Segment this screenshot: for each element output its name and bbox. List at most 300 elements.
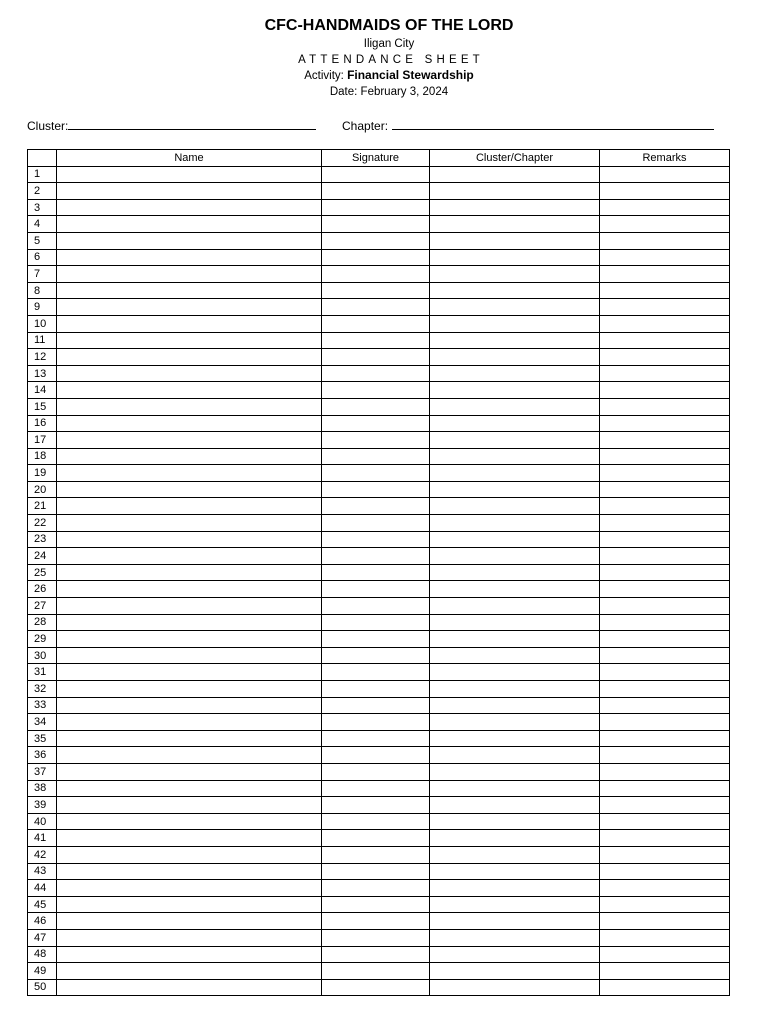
name-cell[interactable] xyxy=(57,232,322,249)
row-number: 8 xyxy=(28,282,57,299)
name-cell[interactable] xyxy=(57,315,322,332)
cluster-field xyxy=(27,117,316,133)
row-number: 14 xyxy=(28,382,57,399)
remarks-cell[interactable] xyxy=(600,697,730,714)
name-cell[interactable] xyxy=(57,681,322,698)
cluster-chapter-cell[interactable] xyxy=(430,963,600,980)
table-header-row xyxy=(28,150,730,167)
cluster-chapter-cell[interactable] xyxy=(430,299,600,316)
remarks-cell[interactable] xyxy=(600,432,730,449)
table-row xyxy=(28,697,730,714)
cluster-chapter-cell[interactable] xyxy=(430,681,600,698)
row-number: 40 xyxy=(28,813,57,830)
table-row xyxy=(28,963,730,980)
remarks-cell[interactable] xyxy=(600,448,730,465)
signature-cell[interactable] xyxy=(322,531,430,548)
cluster-chapter-cell[interactable] xyxy=(430,349,600,366)
remarks-cell[interactable] xyxy=(600,564,730,581)
name-cell[interactable] xyxy=(57,763,322,780)
name-cell[interactable] xyxy=(57,266,322,283)
table-row xyxy=(28,714,730,731)
signature-cell[interactable] xyxy=(322,780,430,797)
cluster-chapter-cell[interactable] xyxy=(430,763,600,780)
name-cell[interactable] xyxy=(57,432,322,449)
signature-cell[interactable] xyxy=(322,299,430,316)
row-number: 5 xyxy=(28,232,57,249)
cluster-chapter-cell[interactable] xyxy=(430,465,600,482)
cluster-chapter-cell[interactable] xyxy=(430,647,600,664)
table-row xyxy=(28,232,730,249)
name-cell[interactable] xyxy=(57,946,322,963)
table-row xyxy=(28,183,730,200)
table-row xyxy=(28,299,730,316)
signature-cell[interactable] xyxy=(322,332,430,349)
table-row xyxy=(28,896,730,913)
signature-cell[interactable] xyxy=(322,498,430,515)
cluster-chapter-cell[interactable] xyxy=(430,199,600,216)
row-number: 16 xyxy=(28,415,57,432)
row-number: 22 xyxy=(28,515,57,532)
cluster-chapter-cell[interactable] xyxy=(430,282,600,299)
cluster-chapter-cell[interactable] xyxy=(430,183,600,200)
cluster-chapter-cell[interactable] xyxy=(430,797,600,814)
cluster-chapter-cell[interactable] xyxy=(430,697,600,714)
row-number: 23 xyxy=(28,531,57,548)
remarks-cell[interactable] xyxy=(600,216,730,233)
signature-cell[interactable] xyxy=(322,415,430,432)
remarks-cell[interactable] xyxy=(600,979,730,996)
name-cell[interactable] xyxy=(57,598,322,615)
cluster-chapter-cell[interactable] xyxy=(430,896,600,913)
row-number: 39 xyxy=(28,797,57,814)
table-row xyxy=(28,813,730,830)
remarks-cell[interactable] xyxy=(600,780,730,797)
name-cell[interactable] xyxy=(57,448,322,465)
signature-cell[interactable] xyxy=(322,598,430,615)
remarks-cell[interactable] xyxy=(600,747,730,764)
table-row xyxy=(28,531,730,548)
table-row xyxy=(28,979,730,996)
row-number: 24 xyxy=(28,548,57,565)
remarks-cell[interactable] xyxy=(600,598,730,615)
row-number: 3 xyxy=(28,199,57,216)
remarks-cell[interactable] xyxy=(600,647,730,664)
signature-cell[interactable] xyxy=(322,896,430,913)
remarks-cell[interactable] xyxy=(600,681,730,698)
cluster-label: Cluster: xyxy=(27,119,69,133)
signature-cell[interactable] xyxy=(322,681,430,698)
remarks-cell[interactable] xyxy=(600,183,730,200)
table-row xyxy=(28,614,730,631)
cluster-chapter-cell[interactable] xyxy=(430,598,600,615)
signature-cell[interactable] xyxy=(322,830,430,847)
chapter-field xyxy=(342,117,714,133)
row-number: 17 xyxy=(28,432,57,449)
name-cell[interactable] xyxy=(57,481,322,498)
table-row xyxy=(28,880,730,897)
row-number: 33 xyxy=(28,697,57,714)
row-number: 20 xyxy=(28,481,57,498)
cluster-chapter-cell[interactable] xyxy=(430,515,600,532)
remarks-cell[interactable] xyxy=(600,481,730,498)
table-row xyxy=(28,465,730,482)
name-cell[interactable] xyxy=(57,797,322,814)
cluster-chapter-cell[interactable] xyxy=(430,664,600,681)
cluster-chapter-cell[interactable] xyxy=(430,315,600,332)
remarks-cell[interactable] xyxy=(600,714,730,731)
remarks-cell[interactable] xyxy=(600,830,730,847)
cluster-chapter-cell[interactable] xyxy=(430,581,600,598)
remarks-cell[interactable] xyxy=(600,232,730,249)
name-cell[interactable] xyxy=(57,863,322,880)
signature-cell[interactable] xyxy=(322,349,430,366)
cluster-chapter-cell[interactable] xyxy=(430,946,600,963)
table-row xyxy=(28,863,730,880)
remarks-cell[interactable] xyxy=(600,266,730,283)
name-cell[interactable] xyxy=(57,581,322,598)
cluster-chapter-cell[interactable] xyxy=(430,365,600,382)
signature-cell[interactable] xyxy=(322,913,430,930)
chapter-blank-line[interactable] xyxy=(392,117,714,130)
name-cell[interactable] xyxy=(57,216,322,233)
signature-cell[interactable] xyxy=(322,448,430,465)
table-row xyxy=(28,282,730,299)
city-label: Iligan City xyxy=(363,38,415,50)
signature-column-header: Signature xyxy=(322,150,430,167)
signature-cell[interactable] xyxy=(322,382,430,399)
remarks-cell[interactable] xyxy=(600,166,730,183)
cluster-chapter-cell[interactable] xyxy=(430,813,600,830)
remarks-cell[interactable] xyxy=(600,614,730,631)
signature-cell[interactable] xyxy=(322,763,430,780)
name-cell[interactable] xyxy=(57,780,322,797)
table-row xyxy=(28,315,730,332)
activity-value: Financial Stewardship xyxy=(347,68,474,82)
row-number: 27 xyxy=(28,598,57,615)
name-cell[interactable] xyxy=(57,664,322,681)
cluster-chapter-cell[interactable] xyxy=(430,830,600,847)
table-row xyxy=(28,415,730,432)
signature-cell[interactable] xyxy=(322,481,430,498)
signature-cell[interactable] xyxy=(322,249,430,266)
remarks-cell[interactable] xyxy=(600,664,730,681)
remarks-cell[interactable] xyxy=(600,581,730,598)
remarks-cell[interactable] xyxy=(600,913,730,930)
name-cell[interactable] xyxy=(57,564,322,581)
name-cell[interactable] xyxy=(57,515,322,532)
remarks-cell[interactable] xyxy=(600,315,730,332)
signature-cell[interactable] xyxy=(322,266,430,283)
signature-cell[interactable] xyxy=(322,880,430,897)
name-cell[interactable] xyxy=(57,332,322,349)
name-cell[interactable] xyxy=(57,382,322,399)
name-cell[interactable] xyxy=(57,963,322,980)
remarks-cell[interactable] xyxy=(600,349,730,366)
name-cell[interactable] xyxy=(57,465,322,482)
cluster-chapter-cell[interactable] xyxy=(430,531,600,548)
organization-title: CFC-HANDMAIDS OF THE LORD xyxy=(264,17,514,34)
remarks-cell[interactable] xyxy=(600,797,730,814)
cluster-chapter-cell[interactable] xyxy=(430,382,600,399)
name-cell[interactable] xyxy=(57,199,322,216)
cluster-chapter-cell[interactable] xyxy=(430,747,600,764)
name-cell[interactable] xyxy=(57,929,322,946)
table-row xyxy=(28,199,730,216)
name-cell[interactable] xyxy=(57,299,322,316)
remarks-cell[interactable] xyxy=(600,282,730,299)
remarks-cell[interactable] xyxy=(600,515,730,532)
row-number: 30 xyxy=(28,647,57,664)
table-row xyxy=(28,398,730,415)
table-row xyxy=(28,647,730,664)
table-row xyxy=(28,780,730,797)
cluster-chapter-cell[interactable] xyxy=(430,564,600,581)
cluster-chapter-cell[interactable] xyxy=(430,249,600,266)
row-number: 21 xyxy=(28,498,57,515)
cluster-chapter-cell[interactable] xyxy=(430,166,600,183)
row-number: 2 xyxy=(28,183,57,200)
name-cell[interactable] xyxy=(57,913,322,930)
signature-cell[interactable] xyxy=(322,548,430,565)
name-cell[interactable] xyxy=(57,398,322,415)
cluster-chapter-cell[interactable] xyxy=(430,432,600,449)
row-number: 7 xyxy=(28,266,57,283)
table-row xyxy=(28,846,730,863)
remarks-cell[interactable] xyxy=(600,846,730,863)
cluster-chapter-cell[interactable] xyxy=(430,332,600,349)
table-row xyxy=(28,730,730,747)
signature-cell[interactable] xyxy=(322,714,430,731)
cluster-chapter-cell[interactable] xyxy=(430,979,600,996)
name-cell[interactable] xyxy=(57,880,322,897)
name-cell[interactable] xyxy=(57,166,322,183)
row-number: 44 xyxy=(28,880,57,897)
name-cell[interactable] xyxy=(57,830,322,847)
name-cell[interactable] xyxy=(57,697,322,714)
cluster-chapter-cell[interactable] xyxy=(430,714,600,731)
name-cell[interactable] xyxy=(57,415,322,432)
table-row xyxy=(28,581,730,598)
row-number: 4 xyxy=(28,216,57,233)
row-number: 37 xyxy=(28,763,57,780)
cluster-chapter-cell[interactable] xyxy=(430,232,600,249)
table-row xyxy=(28,664,730,681)
attendance-rows xyxy=(28,166,730,996)
table-row xyxy=(28,481,730,498)
row-number: 11 xyxy=(28,332,57,349)
signature-cell[interactable] xyxy=(322,946,430,963)
remarks-cell[interactable] xyxy=(600,531,730,548)
name-cell[interactable] xyxy=(57,498,322,515)
cluster-chapter-cell[interactable] xyxy=(430,880,600,897)
remarks-cell[interactable] xyxy=(600,548,730,565)
signature-cell[interactable] xyxy=(322,813,430,830)
name-cell[interactable] xyxy=(57,548,322,565)
signature-cell[interactable] xyxy=(322,216,430,233)
cluster-chapter-cell[interactable] xyxy=(430,631,600,648)
row-number: 35 xyxy=(28,730,57,747)
row-number: 29 xyxy=(28,631,57,648)
row-number: 47 xyxy=(28,929,57,946)
document-header xyxy=(0,15,768,100)
table-row xyxy=(28,332,730,349)
number-column-header xyxy=(28,150,57,167)
remarks-cell[interactable] xyxy=(600,730,730,747)
signature-cell[interactable] xyxy=(322,199,430,216)
row-number: 41 xyxy=(28,830,57,847)
name-cell[interactable] xyxy=(57,349,322,366)
cluster-chapter-cell[interactable] xyxy=(430,216,600,233)
name-cell[interactable] xyxy=(57,979,322,996)
row-number: 9 xyxy=(28,299,57,316)
table-row xyxy=(28,515,730,532)
signature-cell[interactable] xyxy=(322,697,430,714)
remarks-cell[interactable] xyxy=(600,415,730,432)
table-row xyxy=(28,448,730,465)
signature-cell[interactable] xyxy=(322,614,430,631)
remarks-cell[interactable] xyxy=(600,880,730,897)
remarks-cell[interactable] xyxy=(600,498,730,515)
remarks-cell[interactable] xyxy=(600,896,730,913)
name-cell[interactable] xyxy=(57,282,322,299)
table-row xyxy=(28,548,730,565)
signature-cell[interactable] xyxy=(322,515,430,532)
signature-cell[interactable] xyxy=(322,863,430,880)
cluster-chapter-cell[interactable] xyxy=(430,498,600,515)
cluster-chapter-cell[interactable] xyxy=(430,548,600,565)
remarks-cell[interactable] xyxy=(600,332,730,349)
table-row xyxy=(28,365,730,382)
row-number: 38 xyxy=(28,780,57,797)
activity-line xyxy=(10,68,768,85)
row-number: 34 xyxy=(28,714,57,731)
name-cell[interactable] xyxy=(57,813,322,830)
name-cell[interactable] xyxy=(57,614,322,631)
cluster-chapter-cell[interactable] xyxy=(430,448,600,465)
activity-label: Activity: xyxy=(304,70,344,82)
name-cell[interactable] xyxy=(57,714,322,731)
row-number: 18 xyxy=(28,448,57,465)
remarks-cell[interactable] xyxy=(600,763,730,780)
signature-cell[interactable] xyxy=(322,282,430,299)
signature-cell[interactable] xyxy=(322,929,430,946)
signature-cell[interactable] xyxy=(322,465,430,482)
remarks-cell[interactable] xyxy=(600,382,730,399)
row-number: 49 xyxy=(28,963,57,980)
name-cell[interactable] xyxy=(57,730,322,747)
signature-cell[interactable] xyxy=(322,432,430,449)
remarks-cell[interactable] xyxy=(600,299,730,316)
cluster-chapter-cell[interactable] xyxy=(430,863,600,880)
signature-cell[interactable] xyxy=(322,797,430,814)
row-number: 36 xyxy=(28,747,57,764)
table-row xyxy=(28,929,730,946)
signature-cell[interactable] xyxy=(322,846,430,863)
name-cell[interactable] xyxy=(57,846,322,863)
name-cell[interactable] xyxy=(57,249,322,266)
row-number: 50 xyxy=(28,979,57,996)
sheet-label: ATTENDANCE SHEET xyxy=(298,53,484,66)
row-number: 10 xyxy=(28,315,57,332)
signature-cell[interactable] xyxy=(322,979,430,996)
remarks-cell[interactable] xyxy=(600,199,730,216)
table-row xyxy=(28,216,730,233)
signature-cell[interactable] xyxy=(322,564,430,581)
row-number: 19 xyxy=(28,465,57,482)
table-row xyxy=(28,349,730,366)
cluster-chapter-cell[interactable] xyxy=(430,398,600,415)
name-cell[interactable] xyxy=(57,183,322,200)
remarks-cell[interactable] xyxy=(600,946,730,963)
signature-cell[interactable] xyxy=(322,183,430,200)
signature-cell[interactable] xyxy=(322,747,430,764)
name-cell[interactable] xyxy=(57,631,322,648)
row-number: 15 xyxy=(28,398,57,415)
table-row xyxy=(28,249,730,266)
cluster-chapter-cell[interactable] xyxy=(430,846,600,863)
row-number: 13 xyxy=(28,365,57,382)
cluster-blank-line[interactable] xyxy=(68,117,316,130)
name-cell[interactable] xyxy=(57,747,322,764)
table-row xyxy=(28,830,730,847)
attendance-table xyxy=(27,149,730,996)
name-cell[interactable] xyxy=(57,531,322,548)
cluster-chapter-cell[interactable] xyxy=(430,415,600,432)
remarks-cell[interactable] xyxy=(600,365,730,382)
cluster-chapter-cell[interactable] xyxy=(430,266,600,283)
cluster-chapter-cell[interactable] xyxy=(430,614,600,631)
remarks-cell[interactable] xyxy=(600,813,730,830)
cluster-chapter-cell[interactable] xyxy=(430,929,600,946)
name-cell[interactable] xyxy=(57,647,322,664)
signature-cell[interactable] xyxy=(322,232,430,249)
cluster-chapter-cell[interactable] xyxy=(430,780,600,797)
remarks-cell[interactable] xyxy=(600,963,730,980)
table-row xyxy=(28,266,730,283)
table-row xyxy=(28,763,730,780)
signature-cell[interactable] xyxy=(322,963,430,980)
signature-cell[interactable] xyxy=(322,166,430,183)
remarks-cell[interactable] xyxy=(600,465,730,482)
row-number: 31 xyxy=(28,664,57,681)
remarks-cell[interactable] xyxy=(600,929,730,946)
name-cell[interactable] xyxy=(57,896,322,913)
cluster-chapter-cell[interactable] xyxy=(430,913,600,930)
remarks-cell[interactable] xyxy=(600,863,730,880)
signature-cell[interactable] xyxy=(322,581,430,598)
signature-cell[interactable] xyxy=(322,631,430,648)
remarks-cell[interactable] xyxy=(600,398,730,415)
row-number: 25 xyxy=(28,564,57,581)
table-row xyxy=(28,681,730,698)
cluster-chapter-cell[interactable] xyxy=(430,481,600,498)
remarks-cell[interactable] xyxy=(600,631,730,648)
date-line: Date: February 3, 2024 xyxy=(329,85,449,98)
name-cell[interactable] xyxy=(57,365,322,382)
remarks-cell[interactable] xyxy=(600,249,730,266)
table-row xyxy=(28,598,730,615)
signature-cell[interactable] xyxy=(322,664,430,681)
signature-cell[interactable] xyxy=(322,365,430,382)
signature-cell[interactable] xyxy=(322,730,430,747)
signature-cell[interactable] xyxy=(322,315,430,332)
cluster-chapter-fields xyxy=(27,117,727,133)
row-number: 42 xyxy=(28,846,57,863)
signature-cell[interactable] xyxy=(322,398,430,415)
signature-cell[interactable] xyxy=(322,647,430,664)
row-number: 6 xyxy=(28,249,57,266)
cluster-chapter-cell[interactable] xyxy=(430,730,600,747)
